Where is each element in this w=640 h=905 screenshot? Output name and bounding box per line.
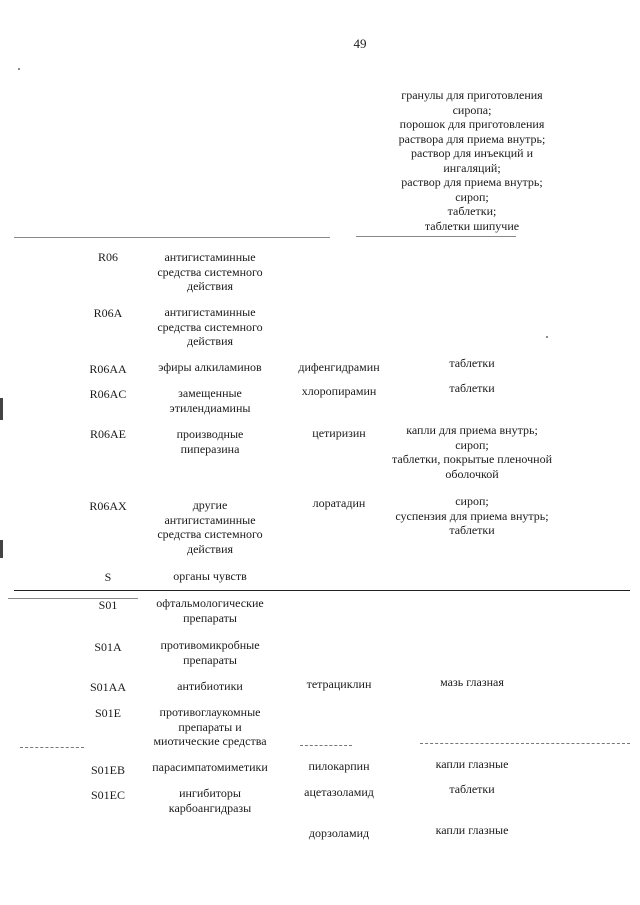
name-line: антигистаминные	[164, 512, 256, 527]
name-line: антибиотики	[177, 679, 243, 693]
form-line: порошок для приготовления	[399, 117, 545, 131]
form-line: раствора для приема внутрь;	[398, 131, 546, 146]
atc-code: R06AC	[89, 387, 127, 401]
atc-code: S01EB	[90, 763, 125, 777]
atc-code: S01EC	[90, 788, 125, 802]
inn-line: дорзоламид	[308, 826, 370, 840]
form-line: сироп;	[455, 189, 489, 204]
form-line: капли глазные	[435, 823, 509, 837]
name-line: замещенные	[178, 386, 242, 400]
dosage-forms	[374, 675, 570, 690]
table-rule	[420, 743, 630, 744]
name-line: эфиры алкиламинов	[158, 360, 262, 374]
name-line: действия	[186, 279, 234, 293]
name-line: этилендиамины	[169, 400, 251, 415]
name-line: ингибиторы	[179, 786, 241, 800]
form-line: суспензия для приема внутрь;	[395, 508, 549, 523]
form-line: таблетки	[449, 381, 495, 395]
scan-speck	[546, 336, 548, 338]
name-line: парасимпатомиметики	[152, 760, 268, 774]
inn-line: лоратадин	[312, 496, 366, 510]
top-forms-cell	[372, 88, 572, 233]
atc-name	[142, 786, 278, 815]
dosage-forms	[374, 356, 570, 371]
scan-edge-mark	[0, 398, 3, 420]
table-rule	[14, 237, 330, 238]
atc-name	[142, 498, 278, 556]
name-line: производные	[176, 427, 244, 441]
dosage-forms	[374, 823, 570, 838]
atc-name	[142, 596, 278, 625]
form-line: таблетки шипучие	[424, 218, 520, 233]
atc-name	[142, 569, 278, 584]
inn-line: дифенгидрамин	[298, 360, 380, 374]
table-rule	[14, 590, 630, 591]
atc-name	[142, 638, 278, 667]
name-line: пиперазина	[180, 441, 240, 456]
name-line: действия	[186, 541, 234, 556]
name-line: средства системного	[157, 264, 263, 279]
atc-code: S01E	[94, 706, 121, 720]
inn-line: хлоропирамин	[301, 384, 377, 398]
atc-name	[142, 360, 278, 375]
atc-code: R06AA	[89, 362, 127, 376]
form-line: сироп;	[455, 437, 489, 452]
atc-code: S01AA	[89, 680, 126, 694]
inn-line: цетиризин	[312, 426, 366, 440]
table-rule	[356, 236, 516, 237]
form-line: раствор для приема внутрь;	[401, 175, 543, 189]
atc-code: S	[104, 570, 112, 584]
form-line: ингаляций;	[443, 160, 501, 175]
name-line: офтальмологические	[156, 596, 264, 610]
form-line: капли глазные	[435, 757, 509, 771]
atc-name	[142, 427, 278, 456]
dosage-forms	[374, 423, 570, 481]
form-line: мазь глазная	[440, 675, 504, 689]
scan-speck	[18, 68, 20, 70]
name-line: антигистаминные	[164, 250, 256, 264]
form-line: гранулы для приготовления	[401, 88, 543, 102]
atc-code: R06A	[93, 306, 123, 320]
inn-line: пилокарпин	[308, 759, 370, 773]
atc-name	[142, 705, 278, 749]
atc-name	[142, 250, 278, 294]
form-line: таблетки, покрытые пленочной	[391, 452, 552, 466]
atc-code: S01	[98, 598, 118, 612]
name-line: противоглаукомные	[159, 705, 261, 719]
name-line: средства системного	[157, 319, 263, 334]
page-number: 49	[353, 36, 367, 51]
name-line: другие	[192, 498, 228, 512]
name-line: препараты	[183, 652, 237, 667]
form-line: сироп;	[455, 494, 489, 508]
name-line: миотические средства	[153, 734, 267, 748]
name-line: средства системного	[157, 527, 263, 541]
atc-code: R06	[97, 250, 118, 264]
form-line: раствор для инъекций и	[411, 146, 533, 160]
form-line: таблетки	[449, 356, 495, 370]
inn-line: ацетазоламид	[304, 785, 374, 799]
name-line: карбоангидразы	[168, 800, 252, 815]
name-line: противомикробные	[160, 638, 260, 652]
table-rule	[300, 745, 352, 746]
name-line: препараты и	[178, 719, 242, 734]
inn-line: тетрациклин	[306, 677, 372, 691]
atc-name	[142, 386, 278, 415]
atc-name	[142, 679, 278, 694]
name-line: антигистаминные	[164, 305, 256, 319]
form-line: таблетки;	[447, 204, 497, 218]
table-rule	[20, 747, 84, 748]
form-line: капли для приема внутрь;	[406, 423, 538, 437]
dosage-forms	[374, 757, 570, 772]
name-line: действия	[186, 334, 234, 348]
form-line: таблетки	[449, 782, 495, 796]
scan-edge-mark	[0, 540, 3, 558]
atc-code: R06AE	[90, 427, 126, 441]
atc-name	[142, 305, 278, 349]
name-line: препараты	[183, 610, 237, 625]
form-line: оболочкой	[445, 466, 499, 481]
dosage-forms	[374, 381, 570, 396]
dosage-forms	[374, 494, 570, 538]
name-line: органы чувств	[173, 569, 247, 583]
dosage-forms	[374, 782, 570, 797]
atc-code: R06AX	[89, 499, 127, 513]
form-line: таблетки	[449, 523, 495, 537]
atc-code: S01A	[94, 640, 122, 654]
atc-name	[142, 760, 278, 775]
form-line: сиропа;	[452, 102, 492, 117]
